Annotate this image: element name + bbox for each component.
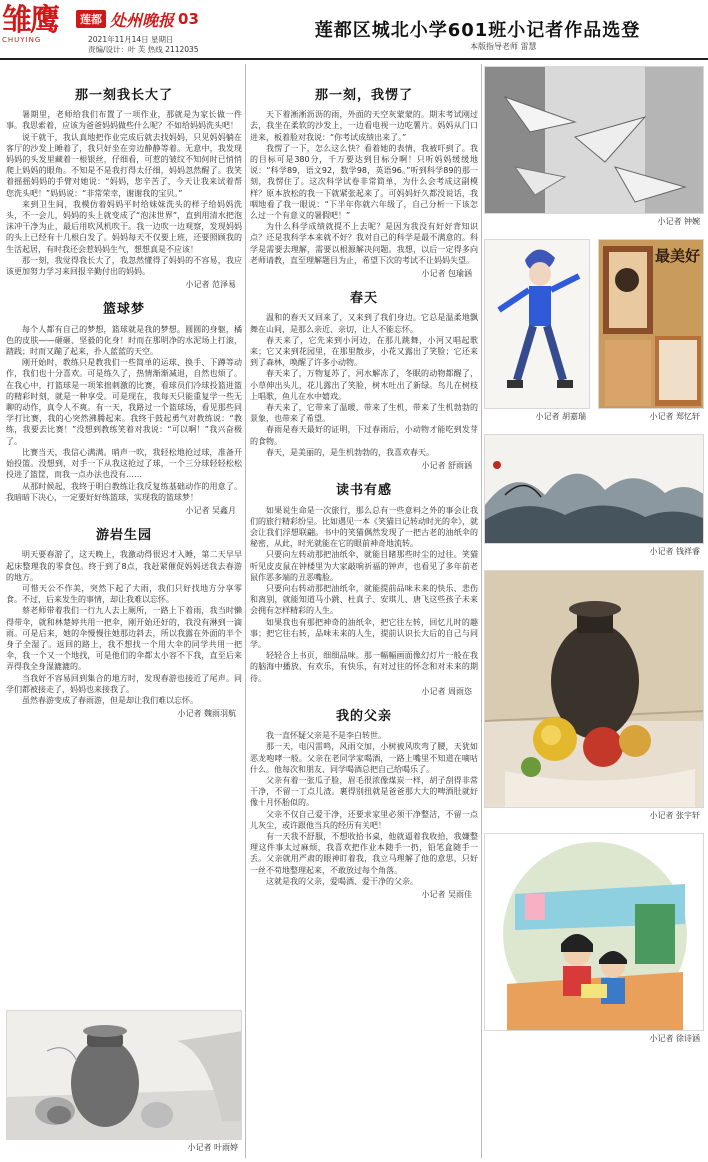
article-paragraph: 蔡老师带着我们一行九人去上厕所，一路上下着雨，我当时懒得带伞，就和林楚婷共用一把伞，刚开始还好的，我没有淋到一滴雨。可是后来，她的伞慢慢往她那边斜去，所以我露在外面的半个身子全湿了。返回的路上，我不想找一个用大伞的同学共用一把伞，我一个又一个地找，可是他们的伞都太小容不下我，直至后来弄得我全身湿漉漉的。 (6, 606, 242, 672)
article-paragraph: 如果我也有那把神奇的油纸伞，把它往左转，回忆儿时的趣事；把它往右转，品味未来的人生，提前认识长大后的自己与同学。 (250, 617, 478, 649)
artwork-caption: 小记者 胡嘉瑞 (535, 412, 586, 422)
article-paragraph: 为什么科学成绩就提不上去呢？是因为我没有好好背知识点？还是我科学本来就不好？我对自己的科学是最不满意的。科学是需要去理解，需要以根源解决问题。我想，以后一定得多向老师请教，直至理解题目为止，希望下次的考试不让妈妈失望。 (250, 222, 478, 265)
article-title: 那一刻我长大了 (74, 88, 173, 103)
paper-planes-sketch (484, 66, 704, 214)
article-paragraph: 如果说生命是一次旅行，那么总有一些意料之外的事会让我们的旅行精彩纷呈。比如遇见一本《笑猫日记转动时光的伞》，就会让我们浮想联翩。书中的笑猫偶然发现了一把古老的油纸伞的秘密，从此，时光就能在它的眼前神奇地流转。 (250, 505, 478, 549)
artwork-pair (484, 239, 704, 422)
right-column-artworks (484, 66, 704, 1044)
article-paragraph: 刚开始时，教练只是教我们一些简单的运球、换手、下蹲等动作，我们也十分喜欢。可是练久了，热情渐渐减退，自然也烦了。在我心中，打篮球是一项笨拙刺激的比赛，看球员们冷球投篮进篮的精彩时刻，就是一种享受。可是现在，我每天只能重复学一些无聊的动作，真令人不爽。有一天，我路过一个篮球场，看见那些同学打比赛，我的心突然沸腾起来。我终于鼓起勇气对教练说：“教练，我要去比赛！”没想到教练笑着对我说：“可以啊！”我兴奋极了。 (6, 358, 242, 446)
article-paragraph: 虽然春游变成了春雨游，但是却让我们难以忘怀。 (22, 695, 198, 705)
article-paragraph: 当我好不容易回到集合的地方时，发现春游也接近了尾声。同学们都被接走了，妈妈也来接我了。 (6, 673, 242, 694)
sketch-still-life (6, 1010, 242, 1153)
ink-painting-image (485, 435, 704, 544)
middle-column (250, 64, 478, 900)
children-reading-drawing (484, 833, 704, 1031)
brand-title: 雏鹰 (2, 3, 58, 38)
article (250, 90, 478, 279)
brand-pinyin: CHUYING (2, 36, 42, 44)
article-paragraph: 轻轻合上书页，细细品味。那一幅幅画面像幻灯片一般在我的脑海中播放，有欢乐，有快乐，有对过往的怀念和对未来的期待。 (250, 651, 478, 683)
editor-credit: 责编/设计：叶 芙 热线 2112035 (88, 45, 199, 54)
artwork-still-life-oil (484, 570, 704, 821)
article-paragraph: 那一刻，我觉得我长大了，我忽然懂得了妈妈的不容易，我应该更加努力学习来回报辛勤付出的妈妈。 (6, 255, 242, 277)
artwork-paper-planes (484, 66, 704, 227)
header-rule (0, 58, 708, 60)
article-paragraph: 我一直怀疑父亲是不是李白转世。 (266, 731, 386, 741)
issue-date: 2021年11月14日 星期日 (88, 35, 174, 44)
article-title: 那一刻，我愣了 (314, 88, 413, 103)
article-byline: 小记者 吴鑫月 (185, 505, 236, 515)
article (6, 304, 242, 516)
page-headline: 莲都区城北小学601班小记者作品选登 (314, 20, 641, 41)
color-pencil-image (485, 240, 590, 409)
article-paragraph: 这就是我的父亲，爱喝酒、爱干净的父亲。 (266, 876, 418, 886)
article-paragraph: 每个人都有自己的梦想，篮球就是我的梦想。圆圆的身躯，橘色的皮肤——砸砸、坚毅的化身！时而在那明净的水泥场上打滚，踏践；时而又蹦了起来，扑人蓝蓝的天空。 (6, 324, 242, 357)
artwork-caption: 小记者 钱祥睿 (649, 547, 700, 557)
article-byline: 小记者 魏雨羽航 (177, 709, 236, 719)
article-byline: 小记者 范泽易 (185, 280, 236, 290)
article-paragraph: 有一天我不舒服，不想收拾书桌，他就逼着我收拾，我嫌整理这件事太过麻烦，我喜欢把作业本随手一扔，铅笔盒随手一丢。父亲就用严肃的眼神盯着我，我立马理解了他的意思，只好一丝不苟地整理起来，不敢放过每个角落。 (250, 831, 478, 875)
edition-badge: 莲都 (76, 10, 106, 28)
article-byline: 小记者 包瑜涵 (421, 269, 472, 279)
gouache-painting-image (485, 571, 704, 808)
artwork-caption: 小记者 钟婉 (657, 217, 700, 226)
ink-landscape-painting (484, 434, 704, 544)
artwork-children-reading (484, 833, 704, 1044)
article-title: 篮球梦 (102, 302, 145, 318)
article (250, 293, 478, 471)
article-paragraph: 父亲不仅自己爱干净，还要求家里必须干净整洁，不留一点儿灰尘，或许跟他当兵的经历有关吧！ (250, 809, 478, 830)
column-divider (481, 64, 482, 1158)
article-byline: 小记者 舒雨涵 (421, 461, 472, 471)
poster-lettering: 最美好 (655, 247, 701, 266)
artwork-caption: 小记者 郑忆轩 (649, 412, 700, 422)
paper-row (76, 8, 199, 30)
article-title: 游岩生园 (95, 528, 152, 544)
article-paragraph: 只要向左转动那把油纸伞，就能目睹那些时尘的过往。笑猫听见皮皮鼠在钟楼里为大家敲响祈福的钟声，也看见了多年前老鼠作恶多端的丑恶嘴脸。 (250, 550, 478, 582)
artwork-caption: 小记者 张宇轩 (649, 810, 700, 820)
article-paragraph: 说干就干，我认真地把作业完成后就去找妈妈，只见妈妈躺在客厅的沙发上睡着了，我只好坐在旁边静静等着。无意中，我发现妈妈的头发里藏着一根银丝，仔细看，可惹的皱纹不知何时已悄悄爬上妈妈的眼角。不知是不是我打得太仔细，妈妈忽然醒了。我笑着摇摇妈妈的手臂对她说：“妈妈，您辛苦了，今天让我来试着帮您洗头吧！”妈妈说：“非常荣幸，谢谢我的宝贝。” (6, 132, 242, 198)
article (250, 485, 478, 697)
article-paragraph: 我愣了一下，怎么这么快？看着她的表情，我被吓到了。我的目标可是380分，千万要达到目标分啊！只听妈妈缓缓地说：“科学89，语文92，数学98，英语96。”听到科学89的那一刻，我愣住了。这次科学试卷非常简单，为什么会考成这副模样？原本放松的我一下就紧张起来了。可妈妈好久都没说话，我咽地看了我一眼说：“下半年你就六年级了，自己分析一下该怎么过一个有意义的暑假吧！” (250, 143, 478, 221)
advisor-credit: 本版指导老师 雷慧 (470, 42, 537, 51)
masthead (0, 0, 708, 58)
poster-image (599, 240, 704, 409)
article-paragraph: 春天来了，它带来了温暖，带来了生机，带来了生机勃勃的景象，也带来了希望。 (250, 403, 478, 424)
crayon-drawing-image (485, 834, 704, 1031)
article-paragraph: 春雨是春天最好的证明，下过春雨后，小动物才能吃到发芽的食物。 (250, 425, 478, 446)
article-paragraph: 只要向右转动那把油纸伞，就能提前品味未来的快乐、悲伤和离别，就能知道马小跳、杜真子、安琪儿、唐飞这些孩子未来会拥有怎样精彩的人生。 (250, 583, 478, 616)
brand-logo (2, 4, 74, 50)
article-paragraph: 明天要春游了，这天晚上，我激动得很迟才入睡，第二天早早起床整理我的零食包。终于到了8点，我赶紧催促妈妈送我去春游的地方。 (6, 550, 242, 582)
pencil-sketch-image (7, 1011, 242, 1140)
article (6, 90, 242, 290)
left-column (6, 64, 242, 719)
article-title: 我的父亲 (335, 708, 392, 724)
article (250, 708, 478, 900)
artwork-ink-landscape (484, 434, 704, 557)
article-paragraph: 天下着淅淅沥沥的雨，外面的天空灰蒙蒙的。期末考试刚过去，我坐在柔软的沙发上，一边看电视一边吃薯片。妈妈从门口进来，板着脸对我说：“你考试成绩出来了。” (250, 110, 478, 142)
artwork-boy-figure (484, 239, 590, 422)
article-paragraph: 来到卫生间，我模仿着妈妈平时给妹妹洗头的样子给妈妈洗头，不一会儿，妈妈的头上就变成了“泡沫世界”，直到用清水把泡沫冲干净为止，最后用吹风机吹干。我一边吹一边观察，发现妈妈的头上已经有十几根白发了。妈妈每天不仅要上班，还要照顾我的生活起居，有时我还会惹妈妈生气，想想真是不应该！ (6, 199, 242, 254)
article-paragraph: 可惜天公不作美，突然下起了大雨，我们只好找地方分享零食。不过，后来发生的事情，却让我难以忘怀。 (6, 583, 242, 605)
page-number: 03 (178, 10, 199, 28)
article-paragraph: 春天来了，万物复苏了，河水解冻了，冬眠的动物都醒了，小草伸出头儿，花儿露出了笑脸，树木吐出了新绿。鸟儿在树枝上唱歌，鱼儿在水中嬉戏。 (250, 369, 478, 401)
artwork-poster (598, 239, 704, 422)
paper-name: 处州晚报 (110, 10, 175, 30)
article (6, 530, 242, 719)
article-paragraph: 比赛当天，我信心满满。哨声一吹，我轻松地抢过球，准备开始投篮。没想到，对手一下从我这抢过了球，一个三分球轻轻松松投进了篮筐，而我一点办法也没有…… (6, 447, 242, 480)
article-paragraph: 温和的春天又回来了，又来到了我们身边。它总是温柔地飘舞在山间，是那么亲近、亲切，让人不能忘怀。 (250, 313, 478, 334)
article-title: 读书有感 (335, 483, 392, 499)
article-paragraph: 那一天，电闪雷鸣，风雨交加，小树被风吹弯了腰，天犹如恶龙咆哮一般。父亲在老同学家喝酒，一路上嘴里不知道在嘀咕什么。他每次和朋友、同学喝酒总把自己给喝乐了。 (250, 742, 478, 774)
still-life-painting (484, 570, 704, 808)
article-title: 春天 (349, 291, 378, 307)
article-paragraph: 暑期里，老师给我们布置了一项作业，那就是为家长做一件事。我思索着，应该为爸爸妈妈做些什么呢？不如给妈妈洗头吧！ (6, 110, 242, 131)
article-paragraph: 父亲有着一张瓜子脸，眉毛很浓像煤炭一样，胡子刮得非常干净，不留一丁点儿渣。裹得别扭就是爸爸那大大的啤酒肚就好像十月怀胎似的。 (250, 775, 478, 808)
article-byline: 小记者 吴雨佳 (421, 890, 472, 899)
article-paragraph: 从那时候起，我终于明白教练让我反复练基础动作的用意了。我暗暗下决心，一定要好好练篮球，实现我的篮球梦！ (6, 481, 242, 502)
artwork-caption: 小记者 徐诗涵 (649, 1033, 700, 1043)
article-byline: 小记者 周雨恣 (421, 686, 472, 696)
article-paragraph: 春天来了，它先来到小河边，在那儿跳舞，小河又唱起歌来；它又来到花园里，在那里散步，小花又露出了笑脸；它还来到了森林，唤醒了许多小动物。 (250, 335, 478, 368)
pencil-sketch-image (485, 67, 704, 214)
boy-figure-drawing (484, 239, 590, 409)
column-divider (245, 64, 246, 1158)
article-paragraph: 春天，是美丽的，是生机勃勃的，我喜欢春天。 (266, 447, 434, 457)
poster-drawing (598, 239, 704, 409)
still-life-drawing (6, 1010, 242, 1140)
sketch-caption: 小记者 叶雨婷 (187, 1143, 238, 1152)
